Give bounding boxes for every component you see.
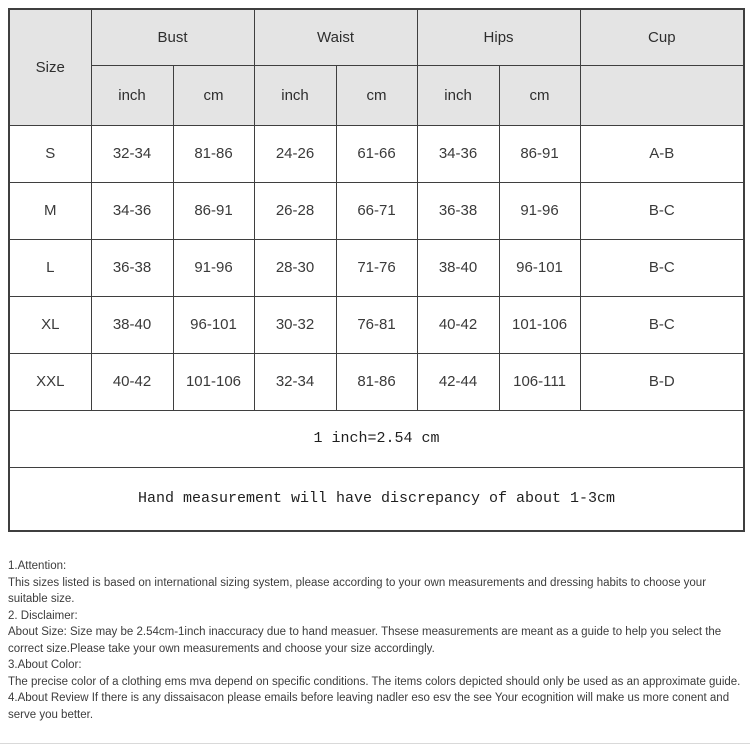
unit-header-waist-inch: inch <box>254 65 336 125</box>
note-color-body: The precise color of a clothing ems mva depend on specific conditions. The items colors depicted should only be used as an approximate guide. <box>8 675 741 688</box>
hips-cm-value: 96-101 <box>499 239 580 296</box>
hips-inch-value: 36-38 <box>417 182 499 239</box>
waist-inch-value: 24-26 <box>254 125 336 182</box>
waist-cm-value: 81-86 <box>336 353 417 410</box>
bust-cm-value: 91-96 <box>173 239 254 296</box>
waist-cm-value: 76-81 <box>336 296 417 353</box>
table-row-m <box>9 182 744 239</box>
size-value: XXL <box>9 353 91 410</box>
waist-cm-value: 61-66 <box>336 125 417 182</box>
column-header-hips: Hips <box>417 9 580 65</box>
hips-cm-value: 86-91 <box>499 125 580 182</box>
hips-inch-value: 40-42 <box>417 296 499 353</box>
column-header-size: Size <box>9 9 91 125</box>
table-row-xxl <box>9 353 744 410</box>
inch-conversion-note: 1 inch=2.54 cm <box>9 410 744 467</box>
unit-header-cup-blank <box>580 65 744 125</box>
waist-inch-value: 26-28 <box>254 182 336 239</box>
table-row-xl <box>9 296 744 353</box>
size-value: L <box>9 239 91 296</box>
bust-cm-value: 101-106 <box>173 353 254 410</box>
bust-inch-value: 32-34 <box>91 125 173 182</box>
hips-inch-value: 38-40 <box>417 239 499 296</box>
note-color-heading: 3.About Color: <box>8 659 82 671</box>
footnotes <box>8 558 748 723</box>
cup-value: B-C <box>580 296 744 353</box>
column-header-bust: Bust <box>91 9 254 65</box>
unit-header-waist-cm: cm <box>336 65 417 125</box>
bust-inch-value: 36-38 <box>91 239 173 296</box>
note-disclaimer-body: About Size: Size may be 2.54cm-1inch inaccuracy due to hand measuer. Thsese measurements are meant as a guide to help you select the correct size.Please take your own measurements and choose your size accordingly. <box>8 626 722 655</box>
cup-value: B-D <box>580 353 744 410</box>
note-review-body: 4.About Review If there is any dissaisacon please emails before leaving nadler eso esv the see Your ecognition will make us more conent and serve you better. <box>8 692 730 721</box>
column-header-cup: Cup <box>580 9 744 65</box>
note-attention-heading: 1.Attention: <box>8 560 67 572</box>
unit-header-hips-cm: cm <box>499 65 580 125</box>
bust-cm-value: 96-101 <box>173 296 254 353</box>
bust-inch-value: 38-40 <box>91 296 173 353</box>
hips-cm-value: 106-111 <box>499 353 580 410</box>
hips-inch-value: 34-36 <box>417 125 499 182</box>
size-value: XL <box>9 296 91 353</box>
hand-measurement-note: Hand measurement will have discrepancy of about 1-3cm <box>9 467 744 531</box>
size-value: S <box>9 125 91 182</box>
waist-inch-value: 32-34 <box>254 353 336 410</box>
cup-value: B-C <box>580 182 744 239</box>
note-attention-body: This sizes listed is based on international sizing system, please according to your own measurements and dressing habits to choose your suitable size. <box>8 576 707 605</box>
cup-value: B-C <box>580 239 744 296</box>
hips-inch-value: 42-44 <box>417 353 499 410</box>
waist-inch-value: 30-32 <box>254 296 336 353</box>
column-header-waist: Waist <box>254 9 417 65</box>
bust-inch-value: 40-42 <box>91 353 173 410</box>
bottom-divider <box>0 743 750 744</box>
unit-header-hips-inch: inch <box>417 65 499 125</box>
waist-inch-value: 28-30 <box>254 239 336 296</box>
unit-header-bust-inch: inch <box>91 65 173 125</box>
table-row-s <box>9 125 744 182</box>
size-chart-table <box>8 8 745 532</box>
bust-cm-value: 86-91 <box>173 182 254 239</box>
waist-cm-value: 71-76 <box>336 239 417 296</box>
hips-cm-value: 101-106 <box>499 296 580 353</box>
waist-cm-value: 66-71 <box>336 182 417 239</box>
size-value: M <box>9 182 91 239</box>
cup-value: A-B <box>580 125 744 182</box>
table-row-l <box>9 239 744 296</box>
hips-cm-value: 91-96 <box>499 182 580 239</box>
note-disclaimer-heading: 2. Disclaimer: <box>8 609 78 622</box>
bust-cm-value: 81-86 <box>173 125 254 182</box>
unit-header-bust-cm: cm <box>173 65 254 125</box>
bust-inch-value: 34-36 <box>91 182 173 239</box>
